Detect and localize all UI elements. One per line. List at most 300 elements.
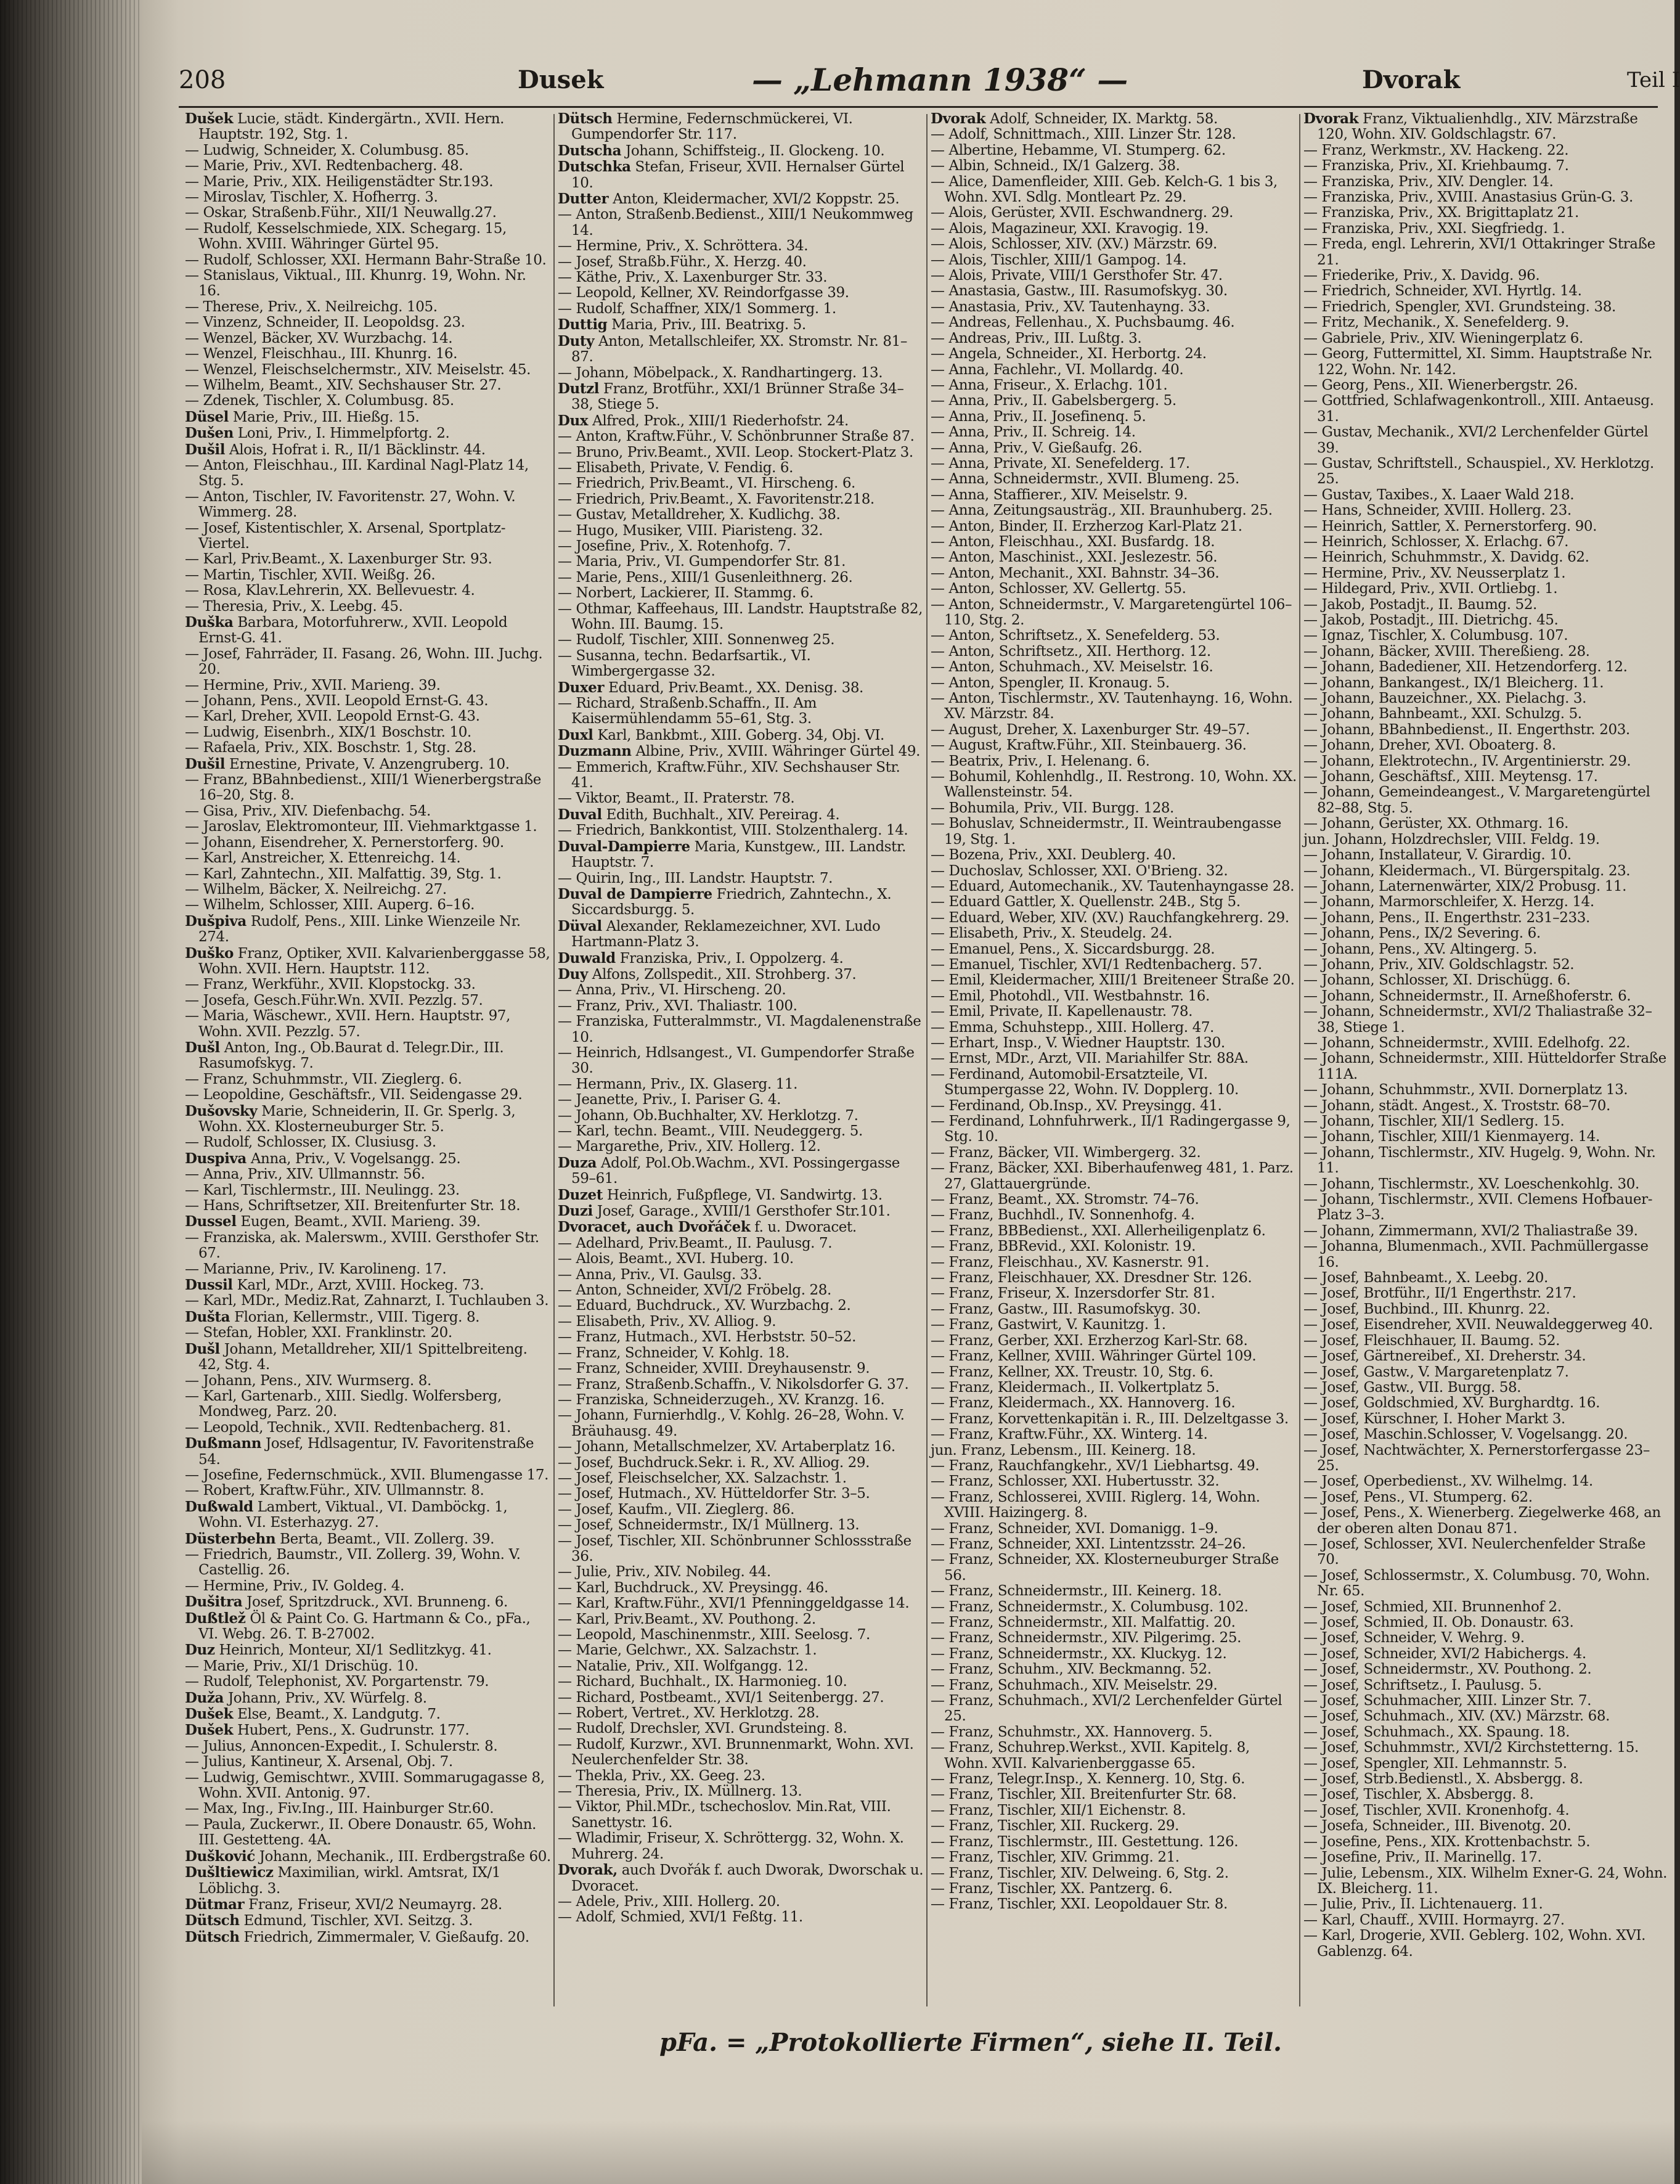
entry-surname: Duval-Dampierre [558,838,690,855]
entry-details: — Bozena, Priv., XXI. Deublerg. 40. [931,847,1176,864]
directory-entry [558,1346,924,1361]
entry-details: — Eduard, Weber, XIV. (XV.) Rauchfangkehrerg. 29. [931,909,1289,926]
directory-entry [1303,1913,1670,1928]
entry-details: — Anna, Priv., V. Gießaufg. 26. [931,440,1143,456]
directory-entry [185,740,552,756]
entry-details: — Franz, BBBedienst., XXI. Allerheiligenplatz 6. [931,1222,1266,1239]
directory-entry [931,221,1297,237]
entry-details: — Josef, Gärtnereibef., XI. Dreherstr. 34. [1303,1348,1586,1365]
entry-details: — Ferdinand, Automobil-Ersatzteile, VI. Stumpergasse 22, Wohn. IV. Dopplerg. 10. [931,1066,1239,1098]
directory-entry [185,409,552,425]
entry-details: — Emil, Photohdl., VII. Westbahnstr. 16. [931,988,1210,1004]
entry-details: — Johann, Tischlermstr., XIV. Hugelg. 9, Wohn. Nr. 11. [1303,1144,1656,1177]
directory-entry [185,190,552,205]
entry-details: f. u. Dworacet. [754,1219,857,1236]
directory-entry [931,1552,1297,1584]
entry-details: — Anna, Schneidermstr., XVII. Blumeng. 25. [931,471,1239,488]
entry-details: — Franz, Schuhmach., XIV. Meiselstr. 29. [931,1677,1218,1693]
entry-details: — Franz, Beamt., XX. Stromstr. 74–76. [931,1192,1199,1208]
directory-entry [185,143,552,158]
entry-details: — Franziska, Futteralmmstr., VI. Magdalenenstraße 10. [558,1013,921,1045]
directory-entry [558,1799,924,1831]
directory-entry [558,1077,924,1092]
directory-entry [558,727,924,743]
entry-details: — Karl, Tischlermstr., III. Neulingg. 23. [185,1182,460,1198]
directory-entry [1303,143,1670,158]
directory-entry [558,807,924,823]
directory-entry [558,743,924,759]
entry-details: — Andreas, Fellenhau., X. Puchsbaumg. 46. [931,314,1235,331]
entry-details: — Franz, Schuhrep.Werkst., XVII. Kapitelg. 8, Wohn. XVII. Kalvarienberggasse 65. [931,1740,1250,1772]
entry-surname: Duža [185,1689,224,1706]
entry-details: — Franziska, Priv., XVIII. Anastasius Grün-G. 3. [1303,189,1633,206]
directory-entry [558,539,924,554]
entry-details: — Josef, Schlosser, XVI. Neulerchenfelder Straße 70. [1303,1536,1645,1568]
entry-details: — Johann, Elektrotechn., IV. Argentinierstr. 29. [1303,753,1631,769]
directory-entry [185,331,552,346]
entry-details: — Johann, Pens., XVII. Leopold Ernst-G. 43. [185,693,489,710]
directory-entry [558,791,924,806]
entry-surname: Düsel [185,408,229,425]
entry-details: — Josefine, Priv., X. Rotenhofg. 7. [558,538,791,554]
directory-entry [931,581,1297,597]
directory-entry [931,1036,1297,1051]
entry-details: — Anton, Maschinist., XXI. Jeslezestr. 56. [931,549,1218,566]
entry-surname: Dütmar [185,1896,245,1913]
directory-entry [558,1721,924,1736]
directory-entry [185,835,552,851]
directory-entry [931,628,1297,644]
directory-entry [931,268,1297,284]
column-separator [1299,114,1300,2006]
entry-details: Josef, Hdlsagentur, IV. Favoritenstraße 54. [198,1436,534,1468]
entry-details: — Richard, Postbeamt., XVI/1 Seitenbergg. 27. [558,1689,884,1706]
directory-entry [185,1706,552,1722]
directory-entry [931,1224,1297,1239]
entry-details: — Marianne, Priv., IV. Karolineng. 17. [185,1261,447,1277]
entry-surname: Duška [185,614,234,631]
entry-surname: Düsterbehn [185,1530,276,1547]
directory-entry [931,1803,1297,1818]
directory-entry [1303,111,1670,143]
directory-entry [185,1262,552,1277]
entry-details: — Josef, Operbedienst., XV. Wilhelmg. 14. [1303,1473,1593,1490]
directory-entry [1303,957,1670,973]
directory-entry [1303,1192,1670,1224]
directory-entry [558,317,924,333]
directory-entry [185,599,552,615]
entry-details: — Maria, Wäschewr., XVII. Hern. Hauptstr. 97, Wohn. XVII. Pezzlg. 57. [185,1008,510,1040]
entry-details: — Hermine, Priv., X. Schröttera. 34. [558,238,809,255]
directory-entry [931,488,1297,503]
entry-details: — Gabriele, Priv., XIV. Wieningerplatz 6. [1303,330,1583,346]
entry-details: — Hermine, Priv., XVII. Marieng. 39. [185,677,441,693]
directory-entry [931,237,1297,252]
directory-entry [1303,503,1670,518]
directory-entry [558,951,924,967]
entry-details: — Stanislaus, Viktual., III. Khunrg. 19, Wohn. Nr. 16. [185,268,526,300]
entry-surname: Dušl [185,1340,220,1357]
directory-entry [1303,1693,1670,1709]
directory-entry [558,1674,924,1690]
entry-details: — Marie, Priv., XIX. Heiligenstädter Str.193. [185,173,494,190]
entry-details: — Karl, Gartenarb., XIII. Siedlg. Wolfersberg, Mondweg, Parz. 20. [185,1388,502,1420]
entry-details: — Franz, Werkführ., XVII. Klopstockg. 33. [185,976,476,993]
entry-surname: Dutschka [558,158,631,176]
directory-entry [1303,488,1670,503]
directory-entry [185,867,552,882]
entry-details: — Alois, Tischler, XIII/1 Gampog. 14. [931,252,1187,268]
entry-details: Adolf, Schneider, IX. Marktg. 58. [990,111,1218,127]
directory-entry [185,615,552,647]
entry-details: — Anton, Fleischhau., III. Kardinal Nagl-Platz 14, Stg. 5. [185,457,529,489]
entry-details: — Josef, Schriftsetz., I. Paulusg. 5. [1303,1677,1542,1693]
directory-entry [1303,1600,1670,1615]
entry-details: — Julie, Priv., II. Lichtenauerg. 11. [1303,1896,1543,1913]
entry-details: — Ludwig, Schneider, X. Columbusg. 85. [185,142,469,158]
entry-details: — Karl, Chauff., XVIII. Hormayrg. 27. [1303,1912,1565,1928]
directory-entry [185,678,552,693]
directory-entry [185,882,552,898]
entry-details: — Franziska, Priv., XX. Brigittaplatz 21. [1303,205,1579,221]
entry-details: — Josef, Schneider, V. Wehrg. 9. [1303,1630,1525,1646]
directory-entry [931,1380,1297,1396]
directory-entry [1303,942,1670,957]
entry-details: — Bohuslav, Schneidermstr., II. Weintraubengasse 19, Stg. 1. [931,816,1281,848]
directory-entry [931,331,1297,346]
entry-details: — Eduard, Automechanik., XV. Tautenhayngasse 28. [931,878,1295,894]
entry-details: — Adolf, Schnittmach., XIII. Linzer Str. 128. [931,126,1236,143]
directory-entry [185,346,552,362]
directory-entry [185,1499,552,1531]
directory-entry [931,1615,1297,1630]
header-left-keyword: Dusek [518,65,604,94]
directory-entry [558,191,924,207]
entry-surname: Duxl [558,726,593,743]
entry-surname: Dušil [185,441,226,458]
directory-entry [558,1910,924,1925]
directory-entry [1303,1803,1670,1818]
entry-details: — Franz, Tischler, XII/1 Eichenstr. 8. [931,1802,1186,1818]
entry-details: — Karl, Priv.Beamt., X. Laxenburger Str. 93. [185,551,492,568]
directory-entry [1303,158,1670,174]
entry-details: — Erhart, Insp., V. Wiedner Hauptstr. 130. [931,1034,1225,1051]
entry-details: Hermine, Federnschmückerei, VI. Gumpendorfer Str. 117. [571,111,853,143]
directory-entry [558,1769,924,1784]
entry-details: — Josef, Spengler, XII. Lehmannstr. 5. [1303,1755,1567,1772]
directory-entry [931,1740,1297,1772]
entry-details: — Josefine, Pens., XIX. Krottenbachstr. 5. [1303,1833,1591,1850]
directory-entry [931,879,1297,894]
entry-details: Marie, Priv., III. Hießg. 15. [232,409,420,425]
entry-details: — Johann, Schneidermstr., XVIII. Edelhofg. 22. [1303,1034,1631,1051]
entry-surname: Dušek [185,1722,234,1739]
entry-details: — Julie, Priv., XIV. Nobileg. 44. [558,1564,771,1581]
entry-details: — Bohumil, Kohlenhdlg., II. Restrong. 10, Wohn. XX. Wallensteinstr. 54. [931,769,1297,801]
directory-entry [558,1155,924,1187]
entry-details: Alfons, Zollspedit., XII. Strohberg. 37. [592,966,857,983]
entry-details: — Josef, Buchdruck.Sekr. i. R., XV. Alliog. 29. [558,1454,870,1471]
directory-entry [1303,315,1670,330]
directory-entry [558,1014,924,1045]
entry-details: — Friedrich, Priv.Beamt., VI. Hirscheng. 6. [558,475,855,492]
entry-details: — Franz, Schneidermstr., X. Columbusg. 102. [931,1598,1249,1615]
directory-entry [931,1584,1297,1599]
directory-entry [558,270,924,285]
entry-details: — Andreas, Priv., III. Lußtg. 3. [931,330,1142,346]
directory-entry [931,1850,1297,1865]
entry-details: Maria, Priv., III. Beatrixg. 5. [611,317,806,333]
entry-details: Albine, Priv., XVIII. Währinger Gürtel 49. [635,743,920,760]
directory-entry [1303,1177,1670,1192]
directory-entry [1303,1270,1670,1286]
entry-details: — Anton, Mechanit., XXI. Bahnstr. 34–36. [931,565,1220,581]
entry-details: — Heinrich, Schuhmmstr., X. Davidg. 62. [1303,549,1589,566]
directory-entry [558,1706,924,1721]
directory-entry [931,174,1297,206]
directory-entry [185,1817,552,1849]
entry-surname: Dušltiewicz [185,1864,274,1881]
entry-details: — Anton, Schneidermstr., V. Margaretengürtel 106–110, Stg. 2. [931,596,1292,628]
directory-entry [185,442,552,458]
entry-details: — Heinrich, Schlosser, X. Erlachg. 67. [1303,533,1569,550]
directory-entry [1303,190,1670,205]
directory-entry [1303,237,1670,268]
directory-entry [931,1067,1297,1098]
directory-entry [185,1293,552,1309]
directory-entry [558,1045,924,1077]
entry-details: — Franz, Schuhm., XIV. Beckmanng. 52. [931,1661,1212,1678]
directory-entry [1303,1427,1670,1442]
directory-entry [931,1098,1297,1114]
directory-entry [1303,691,1670,706]
entry-details: — Franz, Tischler, XII. Ruckerg. 29. [931,1818,1180,1834]
entry-details: Ernestine, Private, V. Anzengruberg. 10. [229,756,510,772]
entry-details: — Gustav, Mechanik., XVI/2 Lerchenfelder Gürtel 39. [1303,424,1649,456]
entry-details: — Heinrich, Sattler, X. Pernerstorferg. 90. [1303,518,1597,534]
entry-surname: Duzet [558,1186,603,1203]
entry-details: Alexander, Reklamezeichner, XVI. Ludo Hartmann-Platz 3. [571,918,881,951]
entry-surname: Dutter [558,190,609,208]
directory-entry [1303,534,1670,550]
entry-details: — Georg, Futtermittel, XI. Simm. Hauptstraße Nr. 122, Wohn. Nr. 142. [1303,346,1653,378]
entry-surname: Dušpiva [185,912,247,930]
directory-entry [185,393,552,409]
directory-entry [185,315,552,330]
directory-entry [931,1787,1297,1802]
directory-entry [185,946,552,978]
entry-details: — Hildegard, Priv., XVII. Ortliebg. 1. [1303,581,1558,597]
directory-entry [558,1203,924,1219]
entry-details: — Franz, Tischlermstr., III. Gestettung. 126. [931,1833,1239,1850]
directory-entry [185,1325,552,1341]
entry-details: — Hugo, Musiker, VIII. Piaristeng. 32. [558,522,823,539]
directory-entry [558,285,924,301]
directory-entry [185,693,552,709]
directory-entry [185,425,552,441]
directory-entry [931,816,1297,848]
directory-entry [185,1198,552,1214]
entry-details: — Ernst, MDr., Arzt, VII. Mariahilfer Str. 88A. [931,1050,1249,1067]
directory-entry [1303,174,1670,190]
directory-entry [185,1642,552,1658]
entry-details: — Martin, Tischler, XVII. Weißg. 26. [185,566,436,583]
directory-entry [558,239,924,254]
directory-entry [185,253,552,268]
page-edges [0,0,142,2184]
entry-details: — Zdenek, Tischler, X. Columbusg. 85. [185,393,454,409]
directory-entry [1303,1725,1670,1740]
directory-entry [185,1674,552,1690]
directory-entry [931,1443,1297,1458]
directory-entry [931,127,1297,142]
entry-details: — Franz, Schneidermstr., XIV. Pilgerimg. 25. [931,1630,1242,1646]
directory-entry [931,1662,1297,1677]
entry-details: — Friedrich, Schneider, XVI. Hyrtlg. 14. [1303,283,1582,300]
directory-entry [558,413,924,429]
entry-details: — Anton, Kraftw.Führ., V. Schönbrunner Straße 87. [558,428,915,445]
page-header [179,62,1680,105]
directory-entry [185,1341,552,1373]
directory-entry [931,1396,1297,1411]
directory-entry [558,111,924,143]
entry-details: — Alois, Beamt., XVI. Huberg. 10. [558,1251,794,1267]
entry-surname: Dutzl [558,380,600,397]
entry-details: — August, Kraftw.Führ., XII. Steinbauerg. 36. [931,737,1247,754]
entry-details: — Johann, Gemeindeangest., V. Margaretengürtel 82–88, Stg. 5. [1303,784,1650,816]
directory-entry [931,1458,1297,1474]
directory-entry [558,1330,924,1345]
entry-surname: Düval [558,917,602,935]
directory-entry [931,393,1297,409]
entry-details: — Anton, Tischler, IV. Favoritenstr. 27, Wohn. V. Wimmerg. 28. [185,488,516,521]
directory-entry [558,1612,924,1627]
directory-entry [558,648,924,680]
entry-details: — Josefa, Schneider., III. Bivenotg. 20. [1303,1818,1572,1834]
entry-details: — Gustav, Metalldreher, X. Kudlichg. 38. [558,507,841,523]
entry-details: — Miroslav, Tischler, X. Hofherrg. 3. [185,189,438,206]
entry-details: — Julius, Annoncen-Expedit., I. Schulerstr. 8. [185,1738,498,1754]
entry-surname: Dušković [185,1847,255,1865]
entry-details: — Bohumila, Priv., VII. Burgg. 128. [931,800,1174,816]
entry-details: — Rudolf, Drechsler, XVI. Grundsteing. 8. [558,1720,847,1737]
entry-details: — Josef, Maschin.Schlosser, V. Vogelsangg. 20. [1303,1426,1628,1443]
entry-details: — Anton, Tischlermstr., XV. Tautenhayng. 16, Wohn. XV. Märzstr. 84. [931,690,1293,722]
directory-entry [1303,1740,1670,1756]
entry-details: Josef, Spritzdruck., XVI. Brunneng. 6. [247,1594,508,1611]
entry-details: — Rudolf, Schlosser, XXI. Hermann Bahr-Straße 10. [185,252,547,268]
entry-details: — Stefan, Hobler, XXI. Franklinstr. 20. [185,1325,452,1341]
entry-details: Heinrich, Fußpflege, VI. Sandwirtg. 13. [606,1187,883,1203]
entry-details: — Anton, Straßenb.Bedienst., XIII/1 Neukommweg 14. [558,207,913,239]
entry-details: — Franz, Kellner, XX. Treustr. 10, Stg. 6. [931,1364,1213,1380]
directory-entry [1303,1396,1670,1411]
directory-entry [185,552,552,567]
directory-entry [931,1255,1297,1270]
entry-surname: Dütsch [558,110,613,127]
entry-details: — Friedrich, Spengler, XVI. Grundsteing. 38. [1303,298,1616,315]
directory-entry [931,644,1297,660]
entry-details: Hubert, Pens., X. Gudrunstr. 177. [237,1722,470,1739]
directory-entry [931,205,1297,221]
entry-details: — Anna, Zeitungsausträg., XII. Braunhuberg. 25. [931,502,1273,519]
directory-entry [558,1408,924,1439]
directory-entry [558,1251,924,1267]
directory-entry [185,1135,552,1150]
entry-details: Josef, Garage., XVIII/1 Gersthofer Str.101. [597,1203,891,1220]
entry-details: — Josef, Schmied, XII. Brunnenhof 2. [1303,1598,1562,1615]
entry-details: — Franz, Priv., XVI. Thaliastr. 100. [558,997,797,1014]
entry-details: — Leopoldine, Geschäftsfr., VII. Seidengasse 29. [185,1087,523,1103]
entry-details: — Johann, Badediener, XII. Hetzendorferg. 12. [1303,659,1628,676]
directory-entry [931,1600,1297,1615]
directory-entry [558,1439,924,1455]
entry-details: Franziska, Priv., I. Oppolzerg. 4. [619,950,844,967]
directory-page [142,0,1680,2184]
header-part: Teil I [1627,68,1680,92]
entry-details: — Beatrix, Priv., I. Helenang. 6. [931,753,1150,769]
directory-entry [185,205,552,221]
directory-entry [185,1897,552,1913]
entry-details: Johann, Priv., XV. Würfelg. 8. [227,1690,427,1706]
entry-details: — Max, Ing., Fiv.Ing., III. Hainburger Str.60. [185,1801,494,1817]
entry-details: Stefan, Friseur, XVII. Hernalser Gürtel 10. [571,159,905,191]
entry-details: — Franziska, Priv., XXI. Siegfriedg. 1. [1303,220,1565,237]
directory-entry [558,999,924,1014]
directory-entry [558,983,924,998]
directory-entry [185,1151,552,1167]
entry-surname: Dušta [185,1308,230,1325]
directory-entry [558,460,924,476]
entry-surname: Dußtlež [185,1609,246,1627]
directory-entry [185,1770,552,1802]
entry-details: — Johann, Pens., XIV. Wurmserg. 8. [185,1372,431,1389]
directory-entry [558,1690,924,1706]
directory-entry [1303,284,1670,299]
directory-entry [185,1468,552,1483]
directory-entry [1303,973,1670,988]
directory-entry [1303,628,1670,644]
directory-entry [1303,1412,1670,1427]
directory-entry [558,1283,924,1298]
directory-entry [931,769,1297,801]
entry-details: Florian, Kellermstr., VIII. Tigerg. 8. [234,1309,480,1325]
entry-surname: Duspiva [185,1150,247,1167]
entry-details: — Franz, Schneidermstr., XII. Malfattig. 20. [931,1614,1236,1630]
entry-details: Alois, Hofrat i. R., II/1 Bäcklinstr. 44. [229,441,486,458]
entry-details: — Franziska, ak. Malerswm., XVIII. Gersthofer Str. 67. [185,1229,539,1262]
entry-details: — Anastasia, Gastw., III. Rasumofskyg. 30. [931,283,1228,300]
entry-details: — Richard, Buchhalt., IX. Harmonieg. 10. [558,1674,847,1690]
entry-details: — Franz, Hutmach., XVI. Herbststr. 50–52. [558,1329,856,1346]
entry-details: — Paula, Zuckerwr., II. Obere Donaustr. 65, Wohn. III. Gestetteng. 4A. [185,1816,537,1849]
entry-details: — Johann, Kleidermach., VI. Bürgerspitalg. 23. [1303,862,1631,879]
entry-details: — Susanna, techn. Bedarfsartik., VI. Wimbergergasse 32. [558,647,811,680]
entry-details: — Friederike, Priv., X. Davidg. 96. [1303,268,1540,284]
directory-entry [1303,378,1670,393]
entry-details: — Franz, Tischler, XIV. Delweing. 6, Stg. 2. [931,1865,1229,1881]
entry-details: — Rudolf, Schlosser, IX. Clusiusg. 3. [185,1134,436,1151]
entry-surname: Dušek [185,1706,234,1723]
directory-entry [185,647,552,678]
entry-details: — Wladimir, Friseur, X. Schröttergg. 32, Wohn. X. Muhrerg. 24. [558,1830,904,1862]
entry-details: — Anna, Priv., II. Josefinenq. 5. [931,408,1146,425]
directory-entry [931,738,1297,753]
entry-details: — Hermine, Priv., XV. Neusserplatz 1. [1303,565,1566,581]
entry-surname: Duty [558,332,595,350]
directory-entry [931,315,1297,330]
directory-entry [1303,1818,1670,1834]
